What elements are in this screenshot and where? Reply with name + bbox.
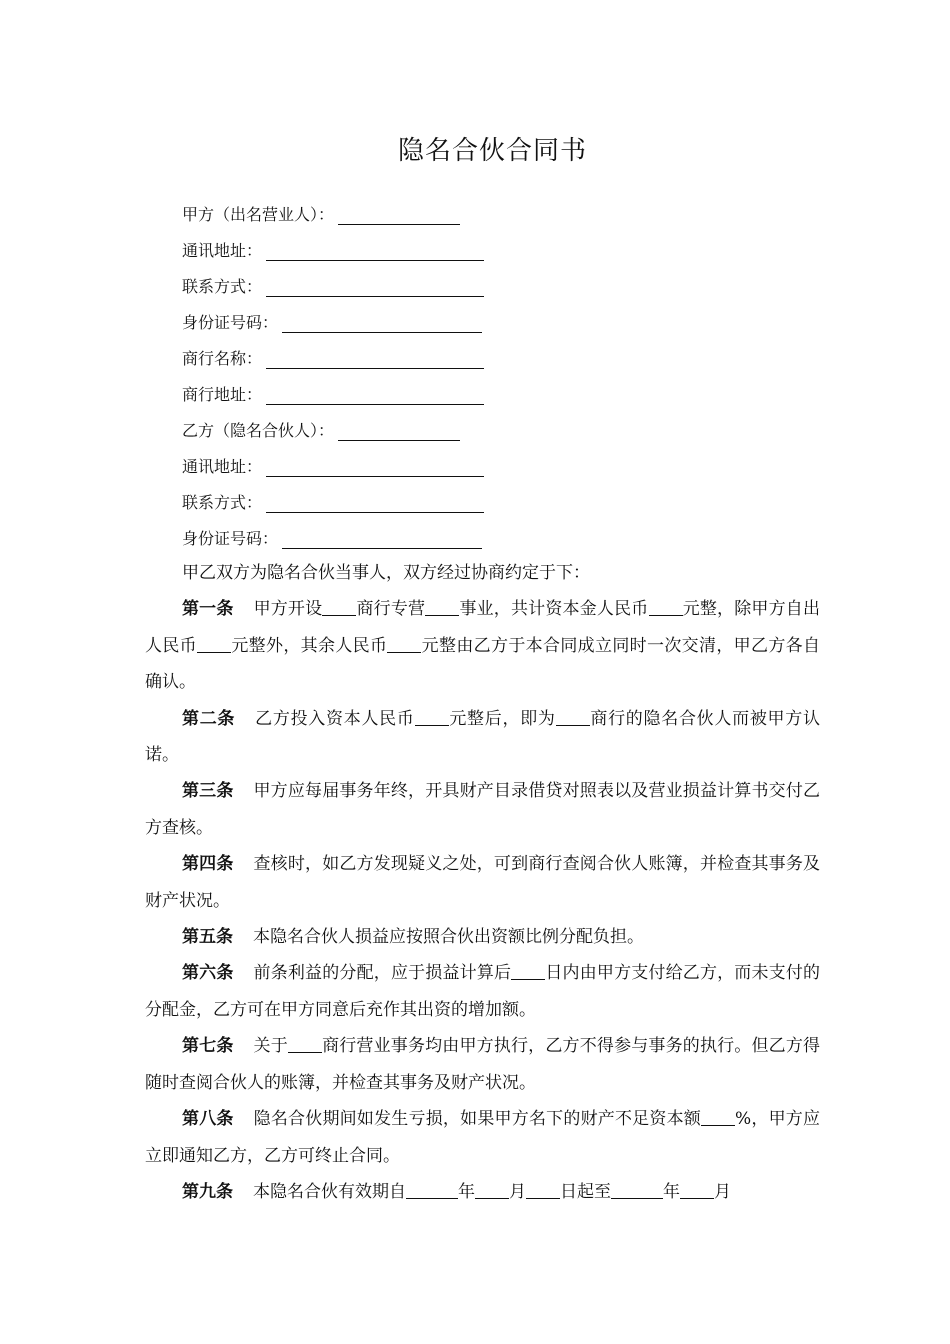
fill-in-blank[interactable] [288, 1035, 322, 1053]
article-text: 甲方开设 [253, 599, 323, 620]
party-b-contact-field [182, 485, 484, 521]
article-text: 关于 [253, 1036, 288, 1057]
fill-in-blank[interactable] [406, 1181, 458, 1199]
fill-in-blank[interactable] [701, 1108, 735, 1126]
article-2 [145, 701, 820, 774]
article-5 [145, 919, 820, 955]
article-label: 第六条 [182, 963, 234, 984]
fill-in-blank[interactable] [415, 708, 449, 726]
document-title: 隐名合伙合同书 [397, 136, 587, 166]
article-text: 年 [663, 1181, 680, 1202]
article-7 [145, 1028, 820, 1101]
intro-text: 甲乙双方为隐名合伙当事人，双方经过协商约定于下： [182, 563, 590, 583]
fill-in-blank[interactable] [282, 530, 482, 549]
party-b-id-field [182, 521, 484, 557]
field-label: 甲方（出名营业人）： [182, 205, 335, 224]
fill-in-blank[interactable] [197, 635, 231, 653]
article-4 [145, 846, 820, 919]
article-9 [145, 1174, 820, 1210]
article-label: 第九条 [182, 1181, 233, 1202]
article-label: 第四条 [182, 854, 234, 875]
article-text: 商行的隐名合伙人而被甲方认诺。 [145, 708, 820, 766]
article-text: 本隐名合伙有效期自 [253, 1181, 406, 1202]
fill-in-blank[interactable] [611, 1181, 663, 1199]
party-b-address-field [182, 449, 484, 485]
article-text: 月 [714, 1181, 731, 1202]
field-label: 通讯地址： [182, 241, 263, 260]
fill-in-blank[interactable] [282, 314, 482, 333]
article-text: 年 [458, 1181, 475, 1202]
article-text: 查核时，如乙方发现疑义之处，可到商行查阅合伙人账簿，并检查其事务及财产状况。 [145, 854, 820, 911]
party-a-name-field [182, 197, 484, 233]
article-1 [145, 591, 820, 700]
fill-in-blank[interactable] [266, 350, 484, 369]
article-6 [145, 955, 820, 1028]
field-label: 商行名称： [182, 349, 263, 368]
article-label: 第二条 [182, 708, 236, 729]
fill-in-blank[interactable] [425, 598, 459, 616]
article-text: 元整，除甲方自出人民币 [145, 599, 820, 656]
firm-name-field [182, 341, 484, 377]
article-text: 日起至 [560, 1181, 611, 1202]
article-text: 甲方应每届事务年终，开具财产目录借贷对照表以及营业损益计算书交付乙方查核。 [145, 781, 820, 838]
article-label: 第八条 [182, 1109, 234, 1130]
article-3 [145, 773, 820, 846]
field-label: 乙方（隐名合伙人）： [182, 421, 335, 440]
party-a-id-field [182, 305, 484, 341]
article-text: 前条利益的分配，应于损益计算后 [253, 963, 512, 984]
party-b-name-field [182, 413, 484, 449]
article-8 [145, 1101, 820, 1174]
field-label: 商行地址： [182, 385, 263, 404]
fill-in-blank[interactable] [266, 386, 484, 405]
firm-address-field [182, 377, 484, 413]
article-text: 商行专营 [356, 599, 426, 620]
fill-in-blank[interactable] [266, 242, 484, 261]
fill-in-blank[interactable] [475, 1181, 509, 1199]
contract-body [145, 555, 820, 1210]
article-text: 月 [509, 1181, 526, 1202]
fill-in-blank[interactable] [649, 598, 683, 616]
party-info-fields [182, 197, 484, 557]
article-text: 元整后，即为 [448, 708, 556, 729]
field-label: 联系方式： [182, 493, 263, 512]
article-text: 日内由甲方支付给乙方，而未支付的分配金，乙方可在甲方同意后充作其出资的增加额。 [145, 963, 821, 1020]
fill-in-blank[interactable] [266, 494, 484, 513]
article-text: 元整由乙方于本合同成立同时一次交清，甲乙方各自确认。 [145, 635, 821, 693]
article-text: 事业，共计资本金人民币 [459, 599, 649, 620]
intro-paragraph [145, 555, 820, 591]
fill-in-blank[interactable] [266, 278, 484, 297]
fill-in-blank[interactable] [322, 598, 356, 616]
fill-in-blank[interactable] [680, 1181, 714, 1199]
article-text: 乙方投入资本人民币 [255, 708, 415, 729]
fill-in-blank[interactable] [387, 635, 421, 653]
article-label: 第一条 [182, 599, 234, 620]
article-text: 本隐名合伙人损益应按照合伙出资额比例分配负担。 [253, 927, 644, 948]
fill-in-blank[interactable] [266, 458, 484, 477]
fill-in-blank[interactable] [526, 1181, 560, 1199]
fill-in-blank[interactable] [338, 422, 460, 441]
article-text: 元整外，其余人民币 [231, 635, 388, 656]
article-text: 商行营业事务均由甲方执行，乙方不得参与事务的执行。但乙方得随时查阅合伙人的账簿，并检查其事务及财产状况。 [145, 1036, 821, 1093]
fill-in-blank[interactable] [511, 962, 545, 980]
fill-in-blank[interactable] [556, 708, 590, 726]
article-text: %，甲方应立即通知乙方，乙方可终止合同。 [145, 1109, 821, 1166]
article-text: 隐名合伙期间如发生亏损，如果甲方名下的财产不足资本额 [253, 1109, 702, 1130]
field-label: 通讯地址： [182, 457, 263, 476]
article-label: 第三条 [182, 781, 234, 802]
party-a-address-field [182, 233, 484, 269]
field-label: 身份证号码： [182, 529, 279, 548]
article-label: 第五条 [182, 927, 233, 948]
party-a-contact-field [182, 269, 484, 305]
fill-in-blank[interactable] [338, 206, 460, 225]
field-label: 身份证号码： [182, 313, 279, 332]
field-label: 联系方式： [182, 277, 263, 296]
article-label: 第七条 [182, 1036, 234, 1057]
